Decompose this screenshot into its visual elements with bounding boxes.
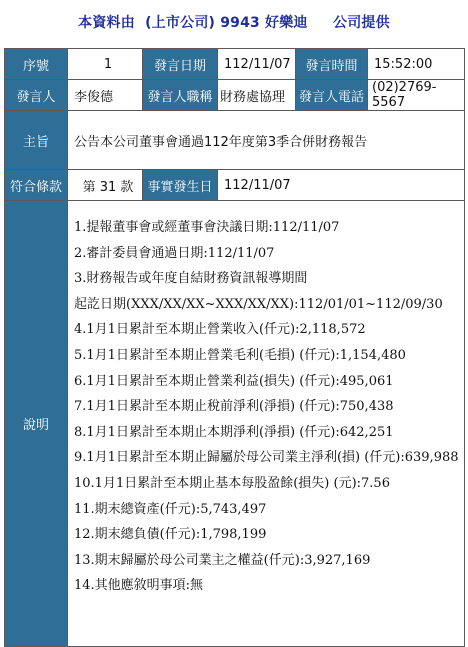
- event-date-value: 112/11/07: [218, 170, 465, 201]
- description-line: 3.財務報告或年度自結財務資訊報導期間: [74, 271, 308, 287]
- announcement-table: [4, 48, 465, 647]
- description-line: 6.1月1日累計至本期止營業利益(損失) (仟元):495,061: [74, 373, 394, 389]
- clause-label: 符合條款: [5, 170, 68, 201]
- announcement-header: [0, 0, 468, 44]
- speaker-label: 發言人: [5, 80, 68, 111]
- date-label: 發言日期: [143, 49, 218, 80]
- serial-value: 1: [68, 49, 143, 80]
- table-row: [5, 111, 465, 170]
- time-value: 15:52:00: [368, 49, 465, 80]
- table-row: [5, 170, 465, 201]
- serial-label: 序號: [5, 49, 68, 80]
- description-line: 7.1月1日累計至本期止稅前淨利(淨損) (仟元):750,438: [74, 399, 394, 415]
- table-row: [5, 49, 465, 80]
- subject-label: 主旨: [5, 111, 68, 170]
- description-content: [68, 201, 465, 647]
- speaker-value: 李俊德: [68, 80, 143, 111]
- description-line: 14.其他應敘明事項:無: [74, 578, 204, 594]
- description-line: 11.期末總資產(仟元):5,743,497: [74, 501, 267, 517]
- phone-value: (02)2769-5567: [368, 80, 465, 111]
- time-label: 發言時間: [296, 49, 368, 80]
- event-date-label: 事實發生日: [143, 170, 218, 201]
- date-value: 112/11/07: [218, 49, 296, 80]
- table-row: [5, 80, 465, 111]
- description-line: 2.審計委員會通過日期:112/11/07: [74, 245, 275, 261]
- header-company: (上市公司) 9943 好樂迪: [145, 15, 308, 31]
- description-line: 1.提報董事會或經董事會決議日期:112/11/07: [74, 220, 340, 235]
- description-line: 12.期末總負債(仟元):1,798,199: [74, 527, 267, 543]
- header-text-1: 本資料由: [78, 15, 135, 31]
- header-text-2: 公司提供: [333, 15, 390, 31]
- speaker-title-value: 財務處協理: [218, 80, 296, 111]
- description-line: 10.1月1日累計至本期止基本每股盈餘(損失) (元):7.56: [74, 475, 390, 491]
- clause-value: 第 31 款: [68, 170, 143, 201]
- description-line: 起訖日期(XXX/XX/XX~XXX/XX/XX):112/01/01~112/09/30: [74, 296, 443, 312]
- description-line: 8.1月1日累計至本期止本期淨利(淨損) (仟元):642,251: [74, 424, 394, 440]
- description-label: 說明: [5, 201, 68, 647]
- description-line: 5.1月1日累計至本期止營業毛利(毛損) (仟元):1,154,480: [74, 347, 406, 363]
- description-line: 9.1月1日累計至本期止歸屬於母公司業主淨利(損) (仟元):639,988: [74, 450, 459, 466]
- subject-value: 公告本公司董事會通過112年度第3季合併財務報告: [68, 111, 465, 170]
- description-line: 4.1月1日累計至本期止營業收入(仟元):2,118,572: [74, 322, 366, 338]
- phone-label: 發言人電話: [296, 80, 368, 111]
- description-line: 13.期末歸屬於母公司業主之權益(仟元):3,927,169: [74, 552, 371, 568]
- table-row: [5, 201, 465, 647]
- speaker-title-label: 發言人職稱: [143, 80, 218, 111]
